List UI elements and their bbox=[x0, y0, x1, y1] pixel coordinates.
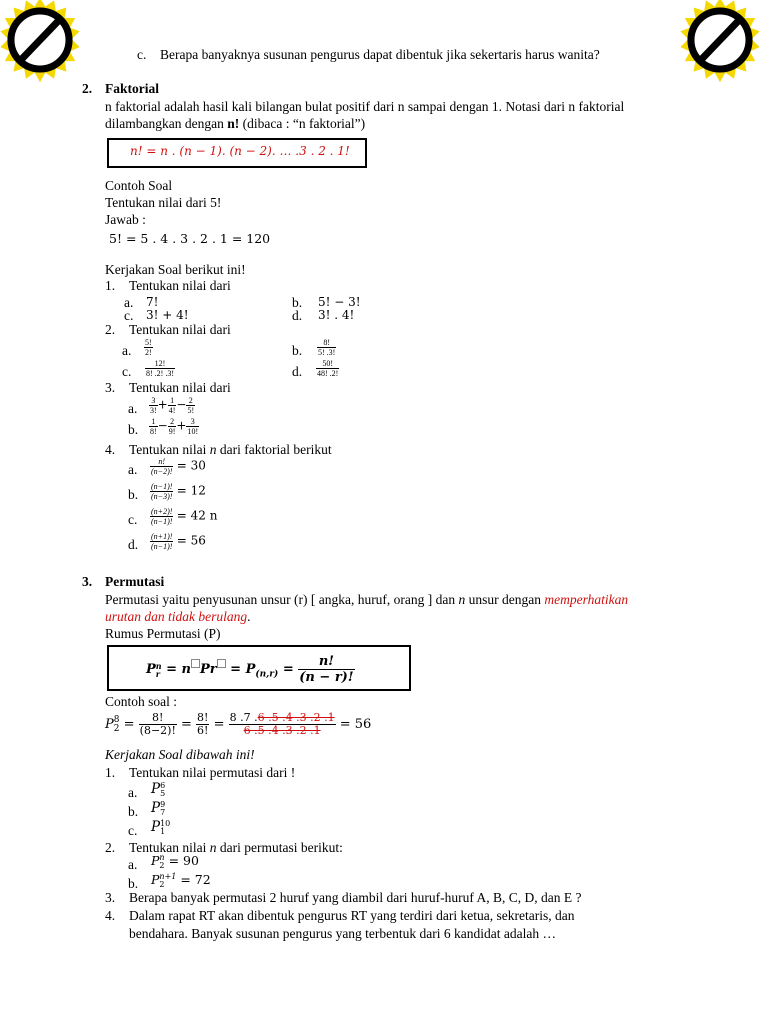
q1-d: 3! . 4! bbox=[318, 308, 355, 322]
exercise-intro: Kerjakan Soal berikut ini! bbox=[105, 262, 246, 277]
pq2-a: P n 2 = 90 bbox=[151, 852, 199, 870]
q3-b-label: b. bbox=[128, 422, 139, 437]
q4-d-expression: $\frac{(n+1)!}{(n-1)!}$ = 56 bbox=[151, 532, 206, 551]
q3-text: Tentukan nilai dari bbox=[129, 380, 231, 395]
example-title: Contoh Soal bbox=[105, 178, 173, 193]
q2-c-fraction: $\frac{12!}{8! .2! .3!}$ bbox=[146, 359, 174, 378]
section-heading-3: Permutasi bbox=[105, 574, 165, 589]
permutasi-desc-line2: urutan dan tidak berulang. bbox=[105, 609, 251, 624]
q1-text: Tentukan nilai dari bbox=[129, 278, 231, 293]
q4-num: 4. bbox=[105, 442, 116, 457]
item-c-label: c. bbox=[137, 47, 147, 62]
q2-text: Tentukan nilai dari bbox=[129, 322, 231, 337]
pq1-a-label: a. bbox=[128, 785, 138, 800]
q4-d-label: d. bbox=[128, 537, 139, 552]
pq2-a-label: a. bbox=[128, 857, 138, 872]
q2-a-fraction: $\frac{5!}{2!}$ bbox=[145, 338, 152, 357]
permutasi-example: P 8 2 = $\frac{8!}{(8-2)!}$ = $\frac{8!}{6!}$ = $\frac{8 .7 .6 .5 .4 .3 .2 .1}{6 .5 .4 .3 .2 .1}$ = 56 bbox=[105, 711, 372, 737]
q2-a-label: a. bbox=[122, 343, 132, 358]
section-number-3: 3. bbox=[82, 574, 93, 589]
q4-b-label: b. bbox=[128, 487, 139, 502]
q2-d-fraction: $\frac{50!}{48! .2!}$ bbox=[317, 359, 339, 378]
q1-b: 5! − 3! bbox=[318, 295, 361, 309]
pq1-c-label: c. bbox=[128, 823, 138, 838]
pq2-b-label: b. bbox=[128, 876, 139, 891]
section-number: 2. bbox=[82, 81, 93, 96]
q1-c: 3! + 4! bbox=[146, 308, 189, 322]
pq3-num: 3. bbox=[105, 890, 116, 905]
faktorial-desc-line1: n faktorial adalah hasil kali bilangan bulat positif dari n sampai dengan 1. Notasi dari n faktorial bbox=[105, 99, 625, 114]
item-c-text: Berapa banyaknya susunan pengurus dapat dibentuk jika sekertaris harus wanita? bbox=[160, 47, 600, 62]
pq1-c: P 10 1 bbox=[151, 818, 171, 836]
answer: 5! = 5 . 4 . 3 . 2 . 1 = 120 bbox=[109, 231, 271, 246]
q1-b-label: b. bbox=[292, 295, 303, 310]
permutasi-exercise-intro: Kerjakan Soal dibawah ini! bbox=[105, 747, 255, 762]
q3-b-expression: $\frac{1}{8!}$ − $\frac{2}{9!}$ + $\frac{3}{10!}$ bbox=[150, 417, 199, 436]
pq2-b: P n+1 2 = 72 bbox=[151, 871, 211, 889]
q3-a-expression: $\frac{3}{3!}$ + $\frac{1}{4!}$ − $\frac{2}{5!}$ bbox=[150, 396, 195, 415]
pq1-a: P 6 5 bbox=[151, 780, 166, 798]
q4-a-expression: $\frac{n!}{(n-2)!}$ = 30 bbox=[151, 457, 206, 476]
q2-num: 2. bbox=[105, 322, 116, 337]
pq1-b-label: b. bbox=[128, 804, 139, 819]
pq2-text: Tentukan nilai n dari permutasi berikut: bbox=[129, 840, 343, 855]
permutasi-desc-line1: Permutasi yaitu penyusunan unsur (r) [ angka, huruf, orang ] dan n unsur dengan memperhatikan bbox=[105, 592, 629, 607]
no-sign-icon-left bbox=[0, 0, 84, 84]
q3-a-label: a. bbox=[128, 401, 138, 416]
pq4-line1: Dalam rapat RT akan dibentuk pengurus RT yang terdiri dari ketua, sekretaris, dan bbox=[129, 908, 575, 923]
q1-a: 7! bbox=[146, 295, 159, 309]
pq1-num: 1. bbox=[105, 765, 116, 780]
q3-num: 3. bbox=[105, 380, 116, 395]
pq4-line2: bendahara. Banyak susunan pengurus yang terbentuk dari 6 kandidat adalah … bbox=[129, 926, 556, 941]
answer-label: Jawab : bbox=[105, 212, 146, 227]
q2-b-label: b. bbox=[292, 343, 303, 358]
pq3-text: Berapa banyak permutasi 2 huruf yang diambil dari huruf-huruf A, B, C, D, dan E ? bbox=[129, 890, 582, 905]
rumus-label: Rumus Permutasi (P) bbox=[105, 626, 221, 641]
q4-b-expression: $\frac{(n-1)!}{(n-3)!}$ = 12 bbox=[151, 482, 206, 501]
section-heading: Faktorial bbox=[105, 81, 159, 96]
q2-b-fraction: $\frac{8!}{5! .3!}$ bbox=[318, 338, 336, 357]
pq1-text: Tentukan nilai permutasi dari ! bbox=[129, 765, 296, 780]
no-sign-icon-right bbox=[676, 0, 764, 84]
q1-c-label: c. bbox=[124, 308, 134, 323]
q4-a-label: a. bbox=[128, 462, 138, 477]
pq4-num: 4. bbox=[105, 908, 116, 923]
q1-a-label: a. bbox=[124, 295, 134, 310]
q1-d-label: d. bbox=[292, 308, 303, 323]
q4-c-label: c. bbox=[128, 512, 138, 527]
example-question: Tentukan nilai dari 5! bbox=[105, 195, 222, 210]
permutasi-example-title: Contoh soal : bbox=[105, 694, 178, 709]
faktorial-desc-line2: dilambangkan dengan n! (dibaca : “n faktorial”) bbox=[105, 116, 366, 131]
q2-c-label: c. bbox=[122, 364, 132, 379]
q4-text: Tentukan nilai n dari faktorial berikut bbox=[129, 442, 332, 457]
permutation-formula: P n r = n $Pr = P_{(n,r)}$ = $\frac{n!}{(n - r)!}$ bbox=[146, 654, 354, 685]
q4-c-expression: $\frac{(n+2)!}{(n-1)!}$ = 42 n bbox=[151, 507, 218, 526]
q2-d-label: d. bbox=[292, 364, 303, 379]
factorial-formula: n! = n . (n − 1). (n − 2). … .3 . 2 . 1! bbox=[130, 144, 350, 158]
pq1-b: P 9 7 bbox=[151, 799, 166, 817]
pq2-num: 2. bbox=[105, 840, 116, 855]
q1-num: 1. bbox=[105, 278, 116, 293]
